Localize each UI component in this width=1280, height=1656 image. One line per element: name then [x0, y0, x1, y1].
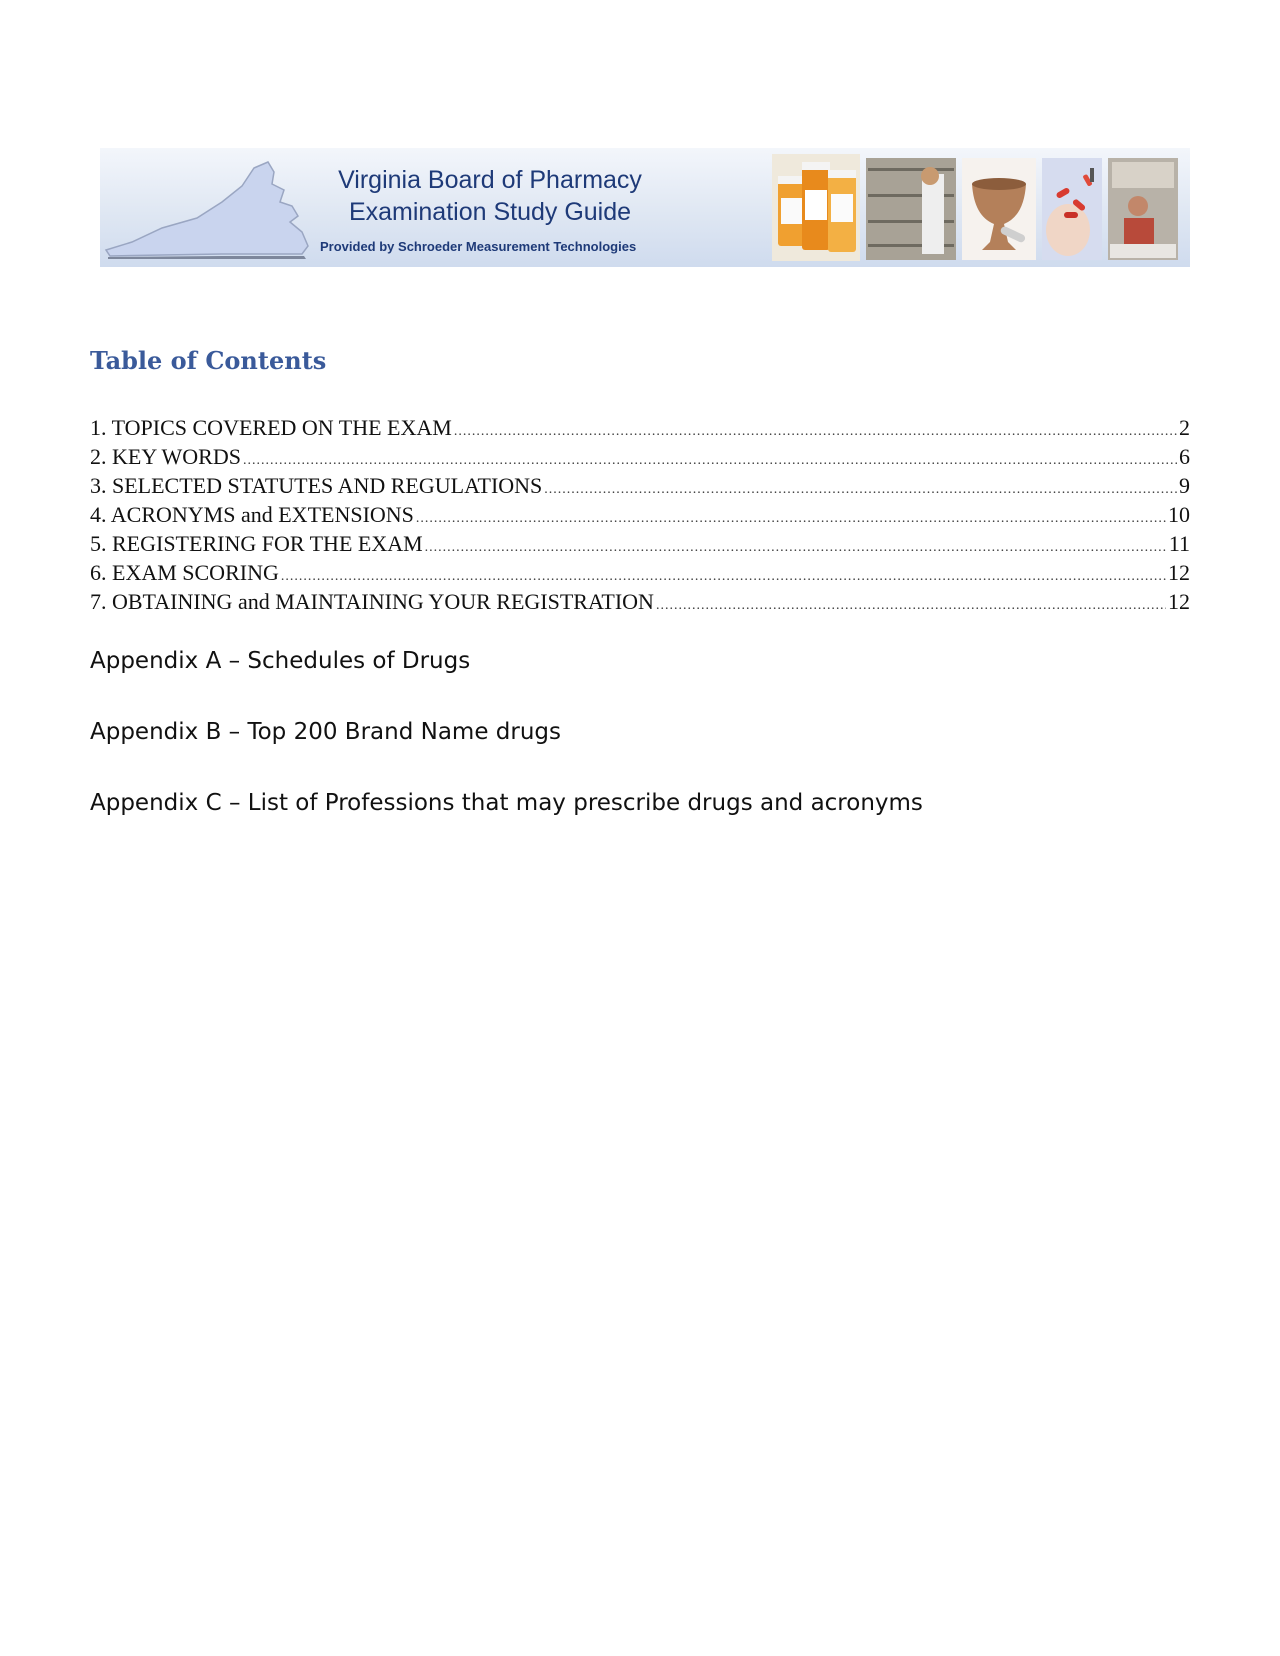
toc-entry-key-words[interactable]	[90, 444, 1190, 473]
toc-entry-page: 2	[1179, 415, 1190, 440]
appendix-a: Appendix A – Schedules of Drugs	[90, 648, 471, 674]
toc-entry-topics[interactable]	[90, 415, 1190, 444]
toc-dot-leader	[281, 569, 1166, 585]
toc-list	[90, 415, 1190, 618]
mortar-pestle-photo	[962, 158, 1036, 260]
header-banner	[100, 148, 1190, 267]
pharmacy-shelves-photo	[866, 158, 956, 260]
banner-title-line-1: Virginia Board of Pharmacy	[338, 166, 642, 194]
banner-subtitle: Provided by Schroeder Measurement Technologies	[320, 239, 637, 254]
toc-entry-label: 1. TOPICS COVERED ON THE EXAM	[90, 415, 452, 440]
toc-entry-page: 10	[1168, 502, 1190, 527]
toc-entry-page: 11	[1168, 531, 1190, 556]
toc-entry-label: 5. REGISTERING FOR THE EXAM	[90, 531, 423, 556]
capsules-photo	[1042, 158, 1102, 260]
toc-entry-registering[interactable]	[90, 531, 1190, 560]
toc-entry-page: 9	[1179, 473, 1190, 498]
banner-title-line-2: Examination Study Guide	[348, 198, 632, 226]
banner-title-block	[320, 164, 660, 228]
toc-entry-page: 12	[1168, 560, 1190, 585]
toc-entry-label: 3. SELECTED STATUTES AND REGULATIONS	[90, 473, 543, 498]
toc-entry-page: 6	[1179, 444, 1190, 469]
toc-entry-statutes[interactable]	[90, 473, 1190, 502]
toc-dot-leader	[416, 511, 1166, 527]
toc-entry-acronyms[interactable]	[90, 502, 1190, 531]
pharmacy-photo-collage	[772, 154, 1190, 261]
toc-entry-registration[interactable]	[90, 589, 1190, 618]
toc-dot-leader	[454, 424, 1177, 440]
pharmacist-photo	[1108, 158, 1178, 260]
toc-entry-scoring[interactable]	[90, 560, 1190, 589]
toc-entry-label: 7. OBTAINING and MAINTAINING YOUR REGISTRATION	[90, 589, 654, 614]
toc-dot-leader	[656, 598, 1166, 614]
toc-entry-label: 6. EXAM SCORING	[90, 560, 279, 585]
appendix-b: Appendix B – Top 200 Brand Name drugs	[90, 719, 562, 745]
toc-dot-leader	[425, 540, 1167, 556]
pill-bottles-photo	[772, 154, 860, 261]
toc-entry-label: 4. ACRONYMS and EXTENSIONS	[90, 502, 414, 527]
appendix-c: Appendix C – List of Professions that may prescribe drugs and acronyms	[90, 790, 923, 816]
toc-heading: Table of Contents	[90, 346, 327, 375]
virginia-map-image	[102, 158, 312, 260]
toc-dot-leader	[243, 453, 1177, 469]
toc-dot-leader	[544, 482, 1177, 498]
toc-entry-page: 12	[1168, 589, 1190, 614]
toc-entry-label: 2. KEY WORDS	[90, 444, 241, 469]
